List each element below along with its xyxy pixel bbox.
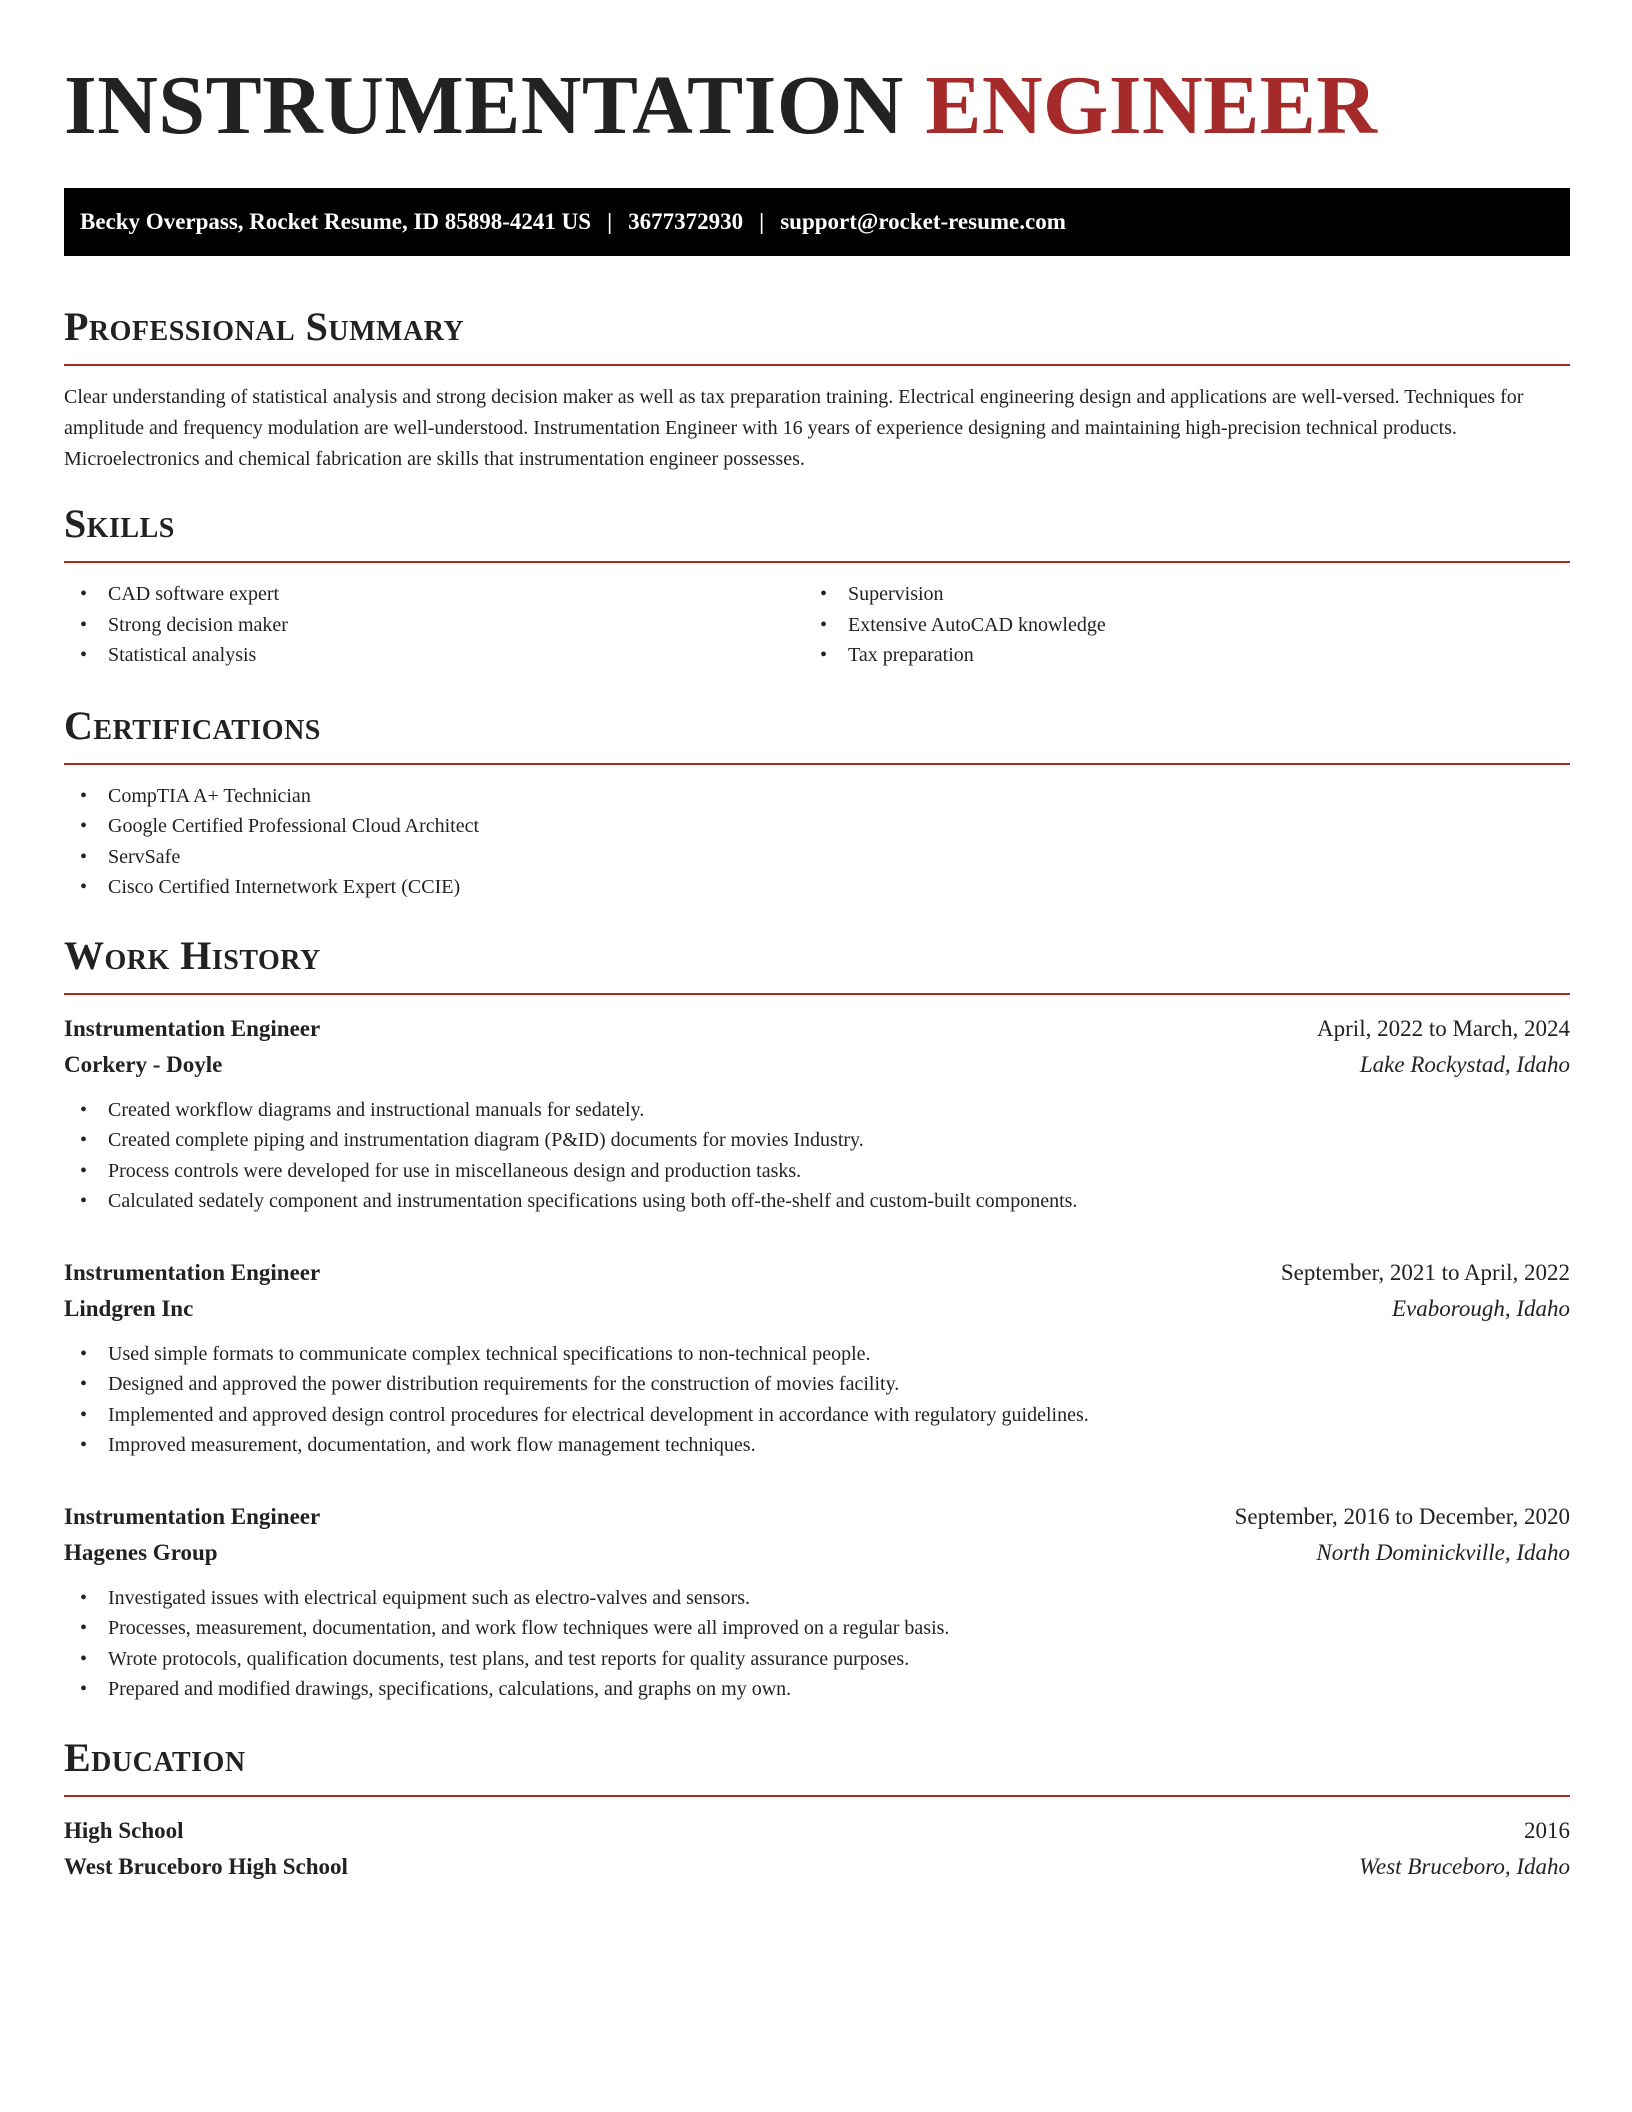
certification-item: • Cisco Certified Internetwork Expert (CCIE): [64, 872, 1570, 903]
skill-item: • Extensive AutoCAD knowledge: [804, 610, 1544, 641]
job-header: [64, 1499, 1570, 1535]
job-entry: [64, 1011, 1570, 1217]
summary-heading: Professional Summary: [64, 304, 465, 349]
contact-phone: 3677372930: [628, 209, 744, 234]
skills-heading: Skills: [64, 501, 175, 546]
job-title: Instrumentation Engineer: [64, 1015, 321, 1041]
skills-section: [64, 501, 1570, 671]
education-heading: Education: [64, 1734, 246, 1780]
skill-item: • Strong decision maker: [64, 610, 804, 641]
job-header: [64, 1255, 1570, 1291]
education-year: 2016: [1524, 1817, 1570, 1843]
job-title: Instrumentation Engineer: [64, 1259, 321, 1285]
job-location: Lake Rockystad, Idaho: [1359, 1051, 1570, 1077]
education-location: West Bruceboro, Idaho: [1358, 1853, 1570, 1879]
job-company: Corkery - Doyle: [64, 1051, 223, 1077]
job-bullet: • Created complete piping and instrumentation diagram (P&ID) documents for movies Industry.: [64, 1125, 1570, 1156]
certifications-heading: Certifications: [64, 702, 321, 748]
job-subheader: [64, 1535, 1570, 1571]
job-bullet: • Wrote protocols, qualification documents, test plans, and test reports for quality assurance purposes.: [64, 1644, 1570, 1675]
job-company: Lindgren Inc: [64, 1295, 194, 1321]
contact-separator: |: [607, 209, 613, 234]
job-dates: September, 2021 to April, 2022: [1280, 1259, 1570, 1285]
education-school: West Bruceboro High School: [64, 1853, 348, 1879]
job-dates: September, 2016 to December, 2020: [1234, 1503, 1570, 1529]
contact-address: Becky Overpass, Rocket Resume, ID 85898-4241 US: [80, 209, 592, 234]
section-divider: [64, 1795, 1570, 1797]
resume-page: [64, 0, 1570, 1885]
job-header: [64, 1011, 1570, 1047]
job-subheader: [64, 1047, 1570, 1083]
contact-separator: |: [759, 209, 765, 234]
job-location: North Dominickville, Idaho: [1316, 1539, 1570, 1565]
job-location: Evaborough, Idaho: [1391, 1295, 1570, 1321]
summary-section: [64, 304, 1570, 475]
title-part-1: INSTRUMENTATION: [64, 59, 904, 152]
job-bullet: • Designed and approved the power distribution requirements for the construction of movies facility.: [64, 1369, 1570, 1400]
job-bullet: • Process controls were developed for use in miscellaneous design and production tasks.: [64, 1156, 1570, 1187]
job-entry: [64, 1255, 1570, 1461]
work-history-section: [64, 933, 1570, 1705]
job-bullet: • Investigated issues with electrical equipment such as electro-valves and sensors.: [64, 1583, 1570, 1614]
job-bullet: • Improved measurement, documentation, and work flow management techniques.: [64, 1430, 1570, 1461]
certifications-section: [64, 703, 1570, 903]
job-bullets: [64, 1339, 1570, 1461]
skills-columns: [64, 563, 1570, 671]
certification-item: • CompTIA A+ Technician: [64, 781, 1570, 812]
job-entry: [64, 1499, 1570, 1705]
job-dates: April, 2022 to March, 2024: [1317, 1015, 1570, 1041]
skill-item: • Statistical analysis: [64, 640, 804, 671]
skills-list-left: [64, 579, 804, 671]
skills-list-right: [804, 579, 1544, 671]
section-divider: [64, 364, 1570, 366]
work-history-heading: Work History: [64, 932, 321, 978]
job-company: Hagenes Group: [64, 1539, 218, 1565]
skill-item: • Tax preparation: [804, 640, 1544, 671]
section-divider: [64, 763, 1570, 765]
job-bullet: • Prepared and modified drawings, specifications, calculations, and graphs on my own.: [64, 1674, 1570, 1705]
job-title: Instrumentation Engineer: [64, 1503, 321, 1529]
certifications-list: [64, 781, 1570, 903]
job-bullet: • Created workflow diagrams and instructional manuals for sedately.: [64, 1095, 1570, 1126]
job-bullet: • Implemented and approved design control procedures for electrical development in accordance with regulatory guidelines.: [64, 1400, 1570, 1431]
certification-item: • Google Certified Professional Cloud Architect: [64, 811, 1570, 842]
section-divider: [64, 993, 1570, 995]
job-bullet: • Calculated sedately component and instrumentation specifications using both off-the-shelf and custom-built components.: [64, 1186, 1570, 1217]
education-degree: High School: [64, 1817, 184, 1843]
summary-text: Clear understanding of statistical analysis and strong decision maker as well as tax preparation training. Electrical engineering design and applications are well-versed. Techniques for amplitude and frequency modulation are well-understood. Instrumentation Engineer with 16 years of experience designing and maintaining high-precision technical products. Microelectronics and chemical fabrication are skills that instrumentation engineer possesses.: [64, 386, 1524, 470]
job-bullet: • Processes, measurement, documentation, and work flow techniques were all improved on a regular basis.: [64, 1613, 1570, 1644]
resume-title: [64, 58, 1570, 154]
job-bullets: [64, 1583, 1570, 1705]
skill-item: • Supervision: [804, 579, 1544, 610]
education-entry: [64, 1813, 1570, 1885]
job-bullets: [64, 1095, 1570, 1217]
title-part-2: ENGINEER: [925, 59, 1378, 152]
certification-item: • ServSafe: [64, 842, 1570, 873]
education-section: [64, 1735, 1570, 1885]
job-bullet: • Used simple formats to communicate complex technical specifications to non-technical people.: [64, 1339, 1570, 1370]
skill-item: • CAD software expert: [64, 579, 804, 610]
job-subheader: [64, 1291, 1570, 1327]
education-subheader: [64, 1849, 1570, 1885]
contact-bar: [64, 188, 1570, 256]
contact-email: support@rocket-resume.com: [780, 209, 1066, 234]
education-header: [64, 1813, 1570, 1849]
